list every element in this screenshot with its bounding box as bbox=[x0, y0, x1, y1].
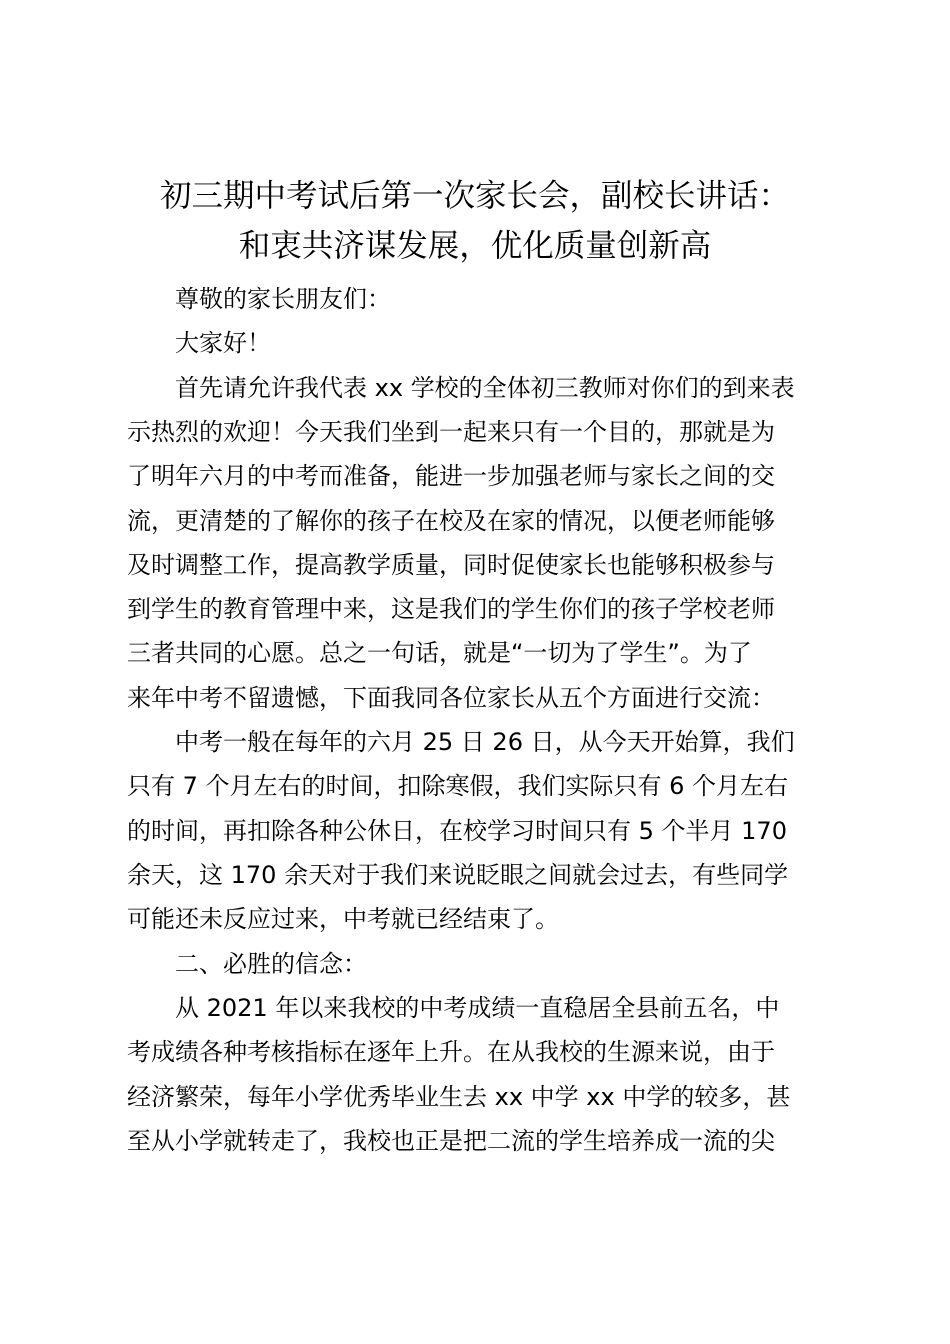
paragraph-line: 至从小学就转走了，我校也正是把二流的学生培养成一流的尖 bbox=[127, 1127, 775, 1155]
paragraph-line: 流，更清楚的了解你的孩子在校及在家的情况，以便老师能够 bbox=[127, 507, 775, 535]
paragraph-line: 到学生的教育管理中来，这是我们的学生你们的孩子学校老师 bbox=[127, 595, 775, 623]
paragraph-line: 了明年六月的中考而准备，能进一步加强老师与家长之间的交 bbox=[127, 462, 775, 490]
paragraph-line: 三者共同的心愿。总之一句话，就是“一切为了学生”。为了 bbox=[127, 639, 752, 667]
salutation: 尊敬的家长朋友们： bbox=[175, 285, 391, 313]
paragraph-line: 只有 7 个月左右的时间，扣除寒假，我们实际只有 6 个月左右 bbox=[127, 772, 789, 800]
greeting: 大家好！ bbox=[175, 329, 271, 357]
paragraph-line: 及时调整工作，提高教学质量，同时促使家长也能够积极参与 bbox=[127, 551, 775, 579]
paragraph-line: 考成绩各种考核指标在逐年上升。在从我校的生源来说，由于 bbox=[127, 1038, 775, 1066]
paragraph-line: 中考一般在每年的六月 25 日 26 日，从今天开始算，我们 bbox=[175, 728, 795, 756]
paragraph-line: 可能还未反应过来，中考就已经结束了。 bbox=[127, 905, 559, 933]
document-title-line-1: 初三期中考试后第一次家长会，副校长讲话： bbox=[159, 178, 790, 214]
paragraph-line: 的时间，再扣除各种公休日，在校学习时间只有 5 个半月 170 bbox=[127, 817, 787, 845]
paragraph-line: 首先请允许我代表 xx 学校的全体初三教师对你们的到来表 bbox=[175, 374, 795, 402]
section-heading: 二、必胜的信念： bbox=[175, 950, 367, 978]
paragraph-line: 来年中考不留遗憾，下面我同各位家长从五个方面进行交流： bbox=[127, 684, 775, 712]
paragraph-line: 从 2021 年以来我校的中考成绩一直稳居全县前五名，中 bbox=[175, 994, 780, 1022]
paragraph-line: 余天，这 170 余天对于我们来说眨眼之间就会过去，有些同学 bbox=[127, 861, 789, 889]
paragraph-line: 经济繁荣，每年小学优秀毕业生去 xx 中学 xx 中学的较多，甚 bbox=[127, 1083, 791, 1111]
paragraph-line: 示热烈的欢迎！今天我们坐到一起来只有一个目的，那就是为 bbox=[127, 418, 775, 446]
document-title-line-2: 和衷共济谋发展，优化质量创新高 bbox=[238, 228, 712, 264]
